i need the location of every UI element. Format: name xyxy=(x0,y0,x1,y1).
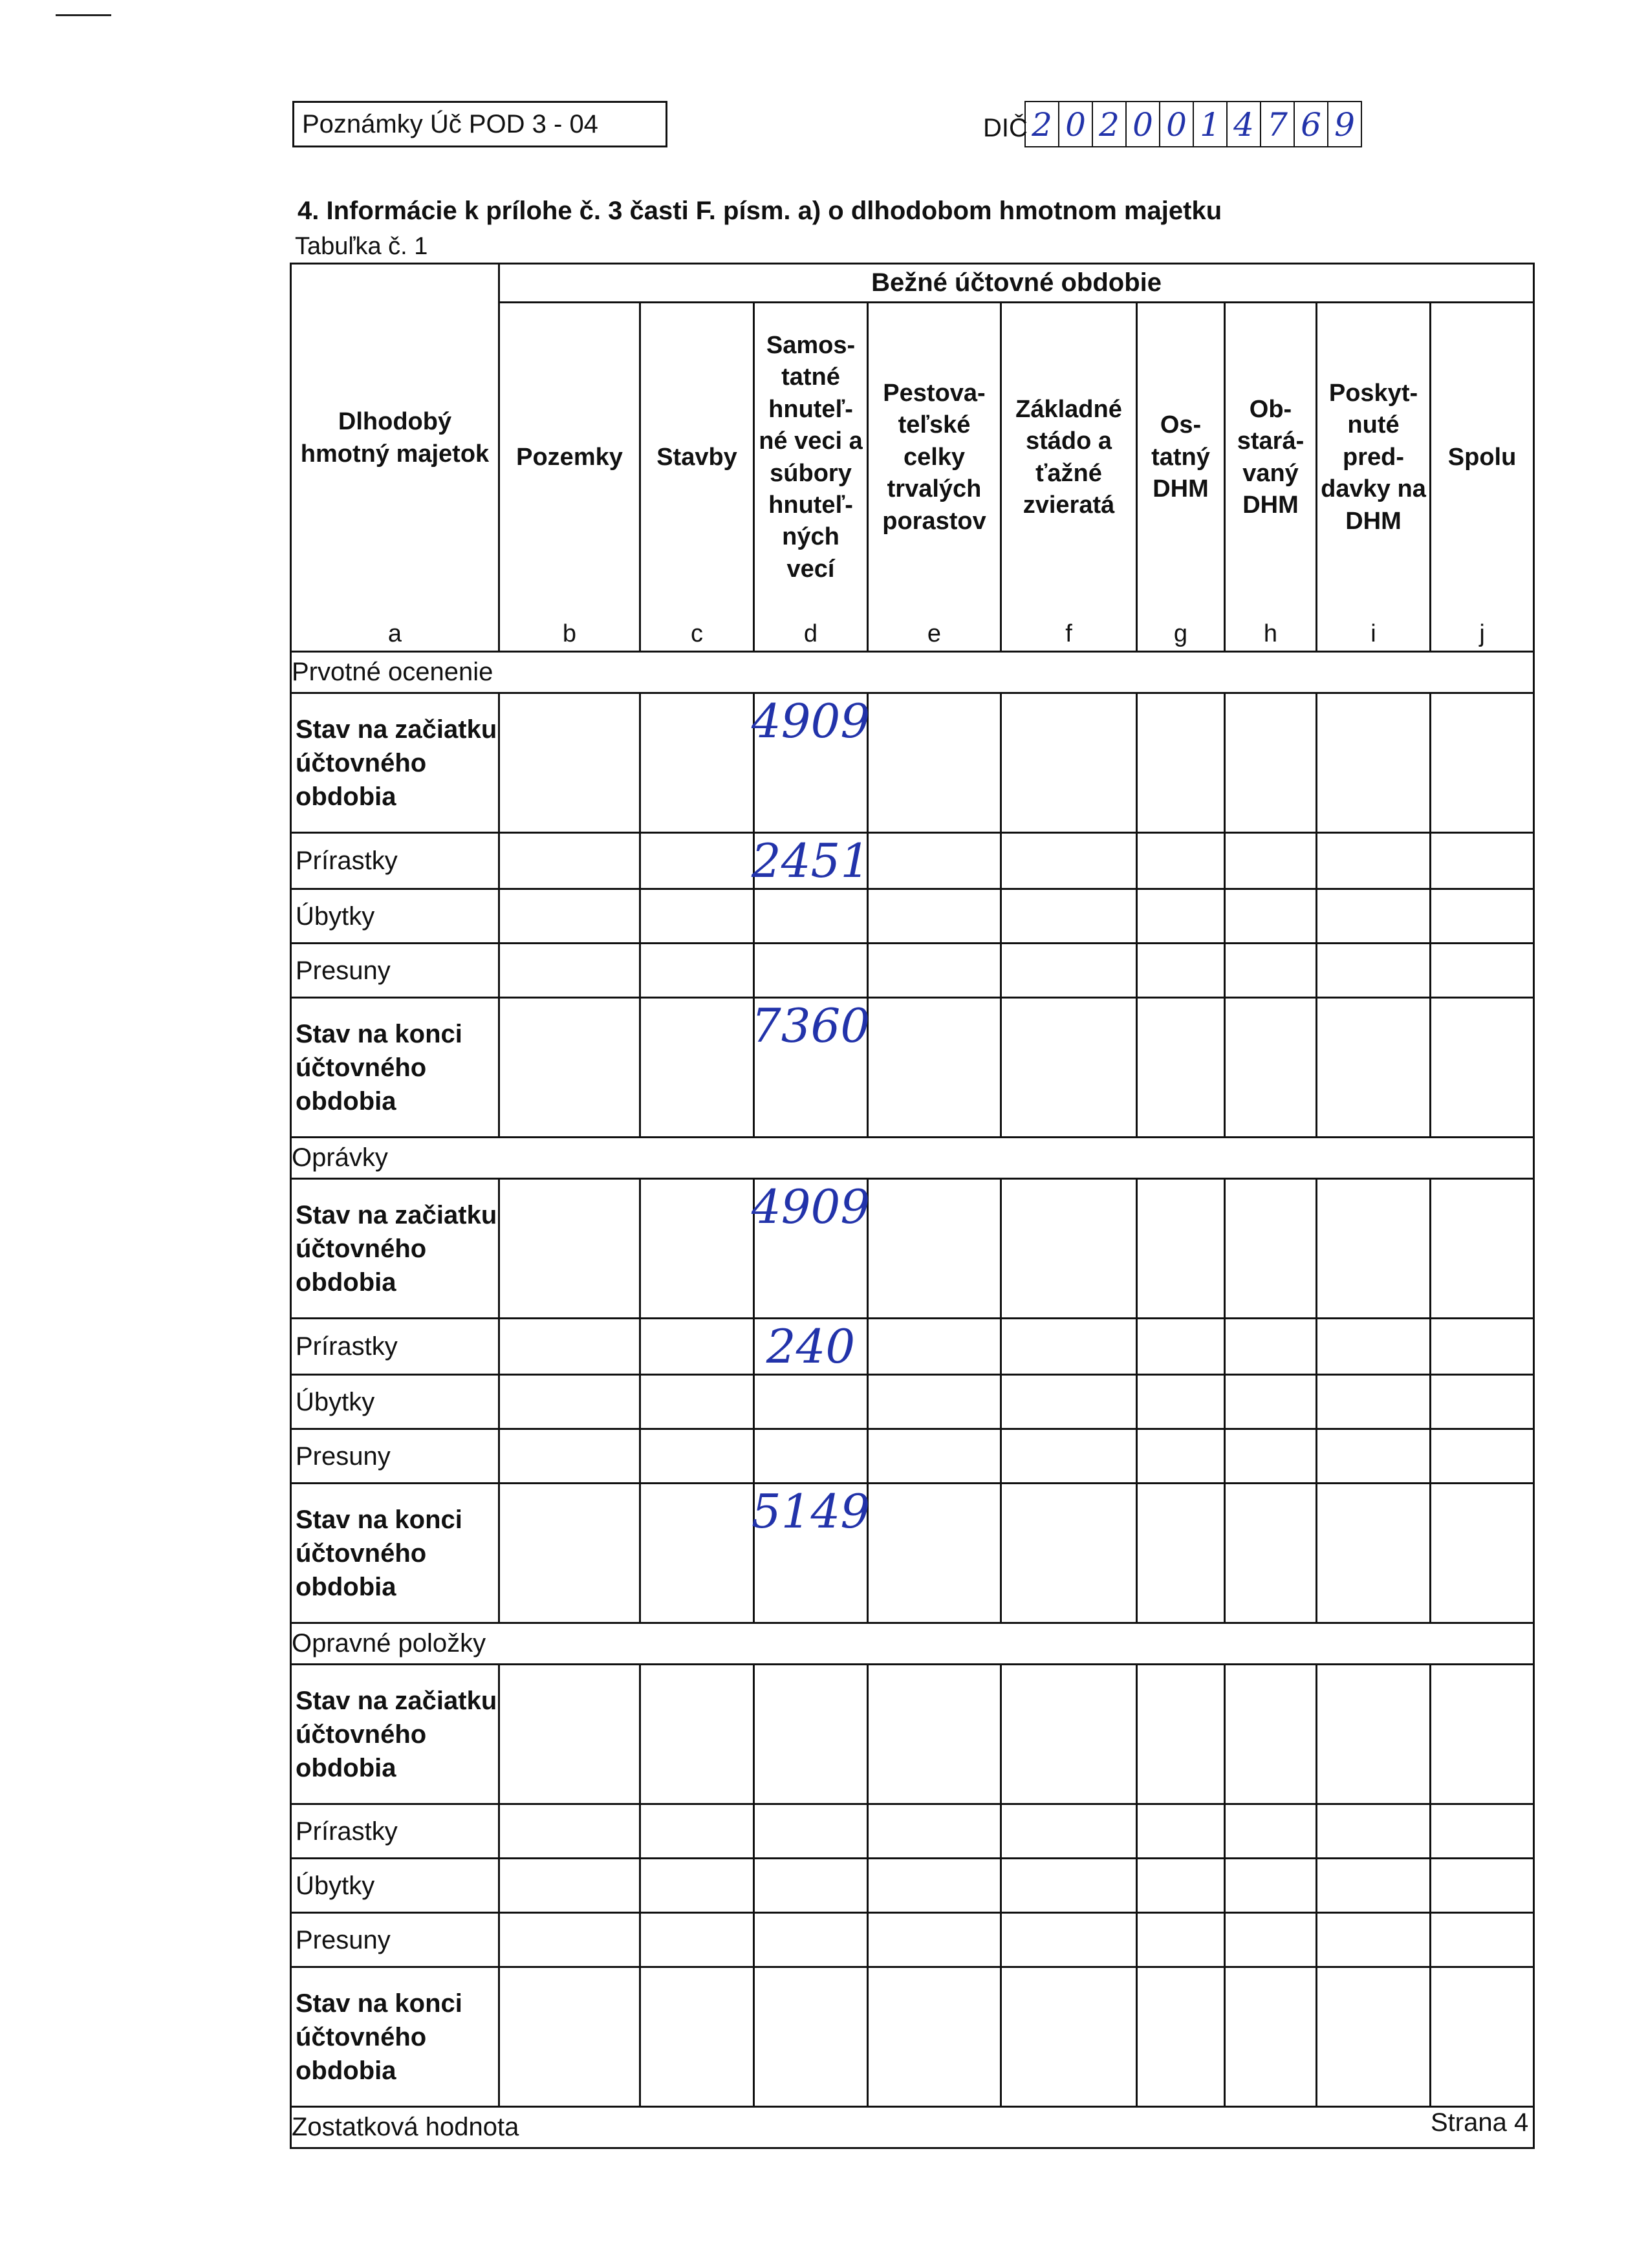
cell-j[interactable] xyxy=(1431,1179,1534,1319)
cell-g[interactable] xyxy=(1137,944,1225,998)
col-header-b: Pozemky b xyxy=(499,303,640,652)
cell-c[interactable] xyxy=(640,1967,754,2107)
cell-d[interactable] xyxy=(754,1375,868,1429)
cell-b[interactable] xyxy=(499,889,640,944)
table-row xyxy=(291,1967,1534,2107)
cell-b[interactable] xyxy=(499,1179,640,1319)
cell-j[interactable] xyxy=(1431,998,1534,1138)
row-label: Presuny xyxy=(291,1913,499,1967)
row-label: Úbytky xyxy=(291,1859,499,1913)
row-label: Presuny xyxy=(291,944,499,998)
table-row xyxy=(291,693,1534,833)
cell-b[interactable] xyxy=(499,1913,640,1967)
cell-h[interactable] xyxy=(1225,1967,1317,2107)
cell-g[interactable] xyxy=(1137,1665,1225,1804)
handwritten-value: 240 xyxy=(766,1319,856,1374)
cell-g[interactable] xyxy=(1137,833,1225,889)
table-row xyxy=(291,889,1534,944)
col-header-d: Samos- tatné hnuteľ- né veci a súbory hnuteľ- ných vecí d xyxy=(754,303,868,652)
cell-d[interactable] xyxy=(751,998,871,1138)
table-row xyxy=(291,833,1534,889)
cell-c[interactable] xyxy=(640,1859,754,1913)
cell-h[interactable] xyxy=(1225,1375,1317,1429)
cell-i[interactable] xyxy=(1317,1804,1431,1859)
cell-i[interactable] xyxy=(1317,944,1431,998)
cell-h[interactable] xyxy=(1225,944,1317,998)
cell-e[interactable] xyxy=(868,1665,1001,1804)
cell-i[interactable] xyxy=(1317,833,1431,889)
cell-c[interactable] xyxy=(640,1319,754,1375)
section-title: 4. Informácie k prílohe č. 3 časti F. písm. a) o dlhodobom hmotnom majetku xyxy=(298,197,1222,225)
cell-d[interactable] xyxy=(751,833,871,889)
cell-e[interactable] xyxy=(868,1179,1001,1319)
cell-j[interactable] xyxy=(1431,1859,1534,1913)
table-label: Tabuľka č. 1 xyxy=(295,233,428,260)
cell-i[interactable] xyxy=(1317,1375,1431,1429)
cell-h[interactable] xyxy=(1225,1179,1317,1319)
cell-h[interactable] xyxy=(1225,1913,1317,1967)
cell-f[interactable] xyxy=(1001,1319,1137,1375)
section-title-row: Zostatková hodnota xyxy=(291,2107,1534,2148)
cell-d[interactable] xyxy=(754,889,868,944)
dic-digit-box: 0 xyxy=(1159,101,1194,147)
cell-b[interactable] xyxy=(499,998,640,1138)
dic-digit-box: 2 xyxy=(1092,101,1127,147)
row-label: Stav na konci účtovného obdobia xyxy=(291,1484,499,1623)
cell-d[interactable] xyxy=(754,1913,868,1967)
table-row xyxy=(291,998,1534,1138)
cell-h[interactable] xyxy=(1225,833,1317,889)
cell-c[interactable] xyxy=(640,1665,754,1804)
row-label: Prírastky xyxy=(291,1804,499,1859)
cell-g[interactable] xyxy=(1137,1967,1225,2107)
cell-i[interactable] xyxy=(1317,1967,1431,2107)
cell-b[interactable] xyxy=(499,1484,640,1623)
col-header-e: Pestova- teľské celky trvalých porastov e xyxy=(868,303,1001,652)
handwritten-value: 4909 xyxy=(751,1180,871,1234)
cell-h[interactable] xyxy=(1225,889,1317,944)
cell-d[interactable] xyxy=(754,1319,868,1375)
cell-f[interactable] xyxy=(1001,944,1137,998)
row-label: Prírastky xyxy=(291,833,499,889)
cell-e[interactable] xyxy=(868,1967,1001,2107)
cell-c[interactable] xyxy=(640,1375,754,1429)
cell-b[interactable] xyxy=(499,1859,640,1913)
cell-i[interactable] xyxy=(1317,1319,1431,1375)
cell-h[interactable] xyxy=(1225,1484,1317,1623)
cell-e[interactable] xyxy=(868,1804,1001,1859)
table-row xyxy=(291,1179,1534,1319)
col-header-a: Dlhodobý hmotný majetok a xyxy=(291,264,499,652)
dic-digit-box: 0 xyxy=(1058,101,1093,147)
row-label: Stav na začiatku účtovného obdobia xyxy=(291,1665,499,1804)
cell-c[interactable] xyxy=(640,833,754,889)
cell-g[interactable] xyxy=(1137,1913,1225,1967)
table-row xyxy=(291,1913,1534,1967)
cell-c[interactable] xyxy=(640,1484,754,1623)
cell-d[interactable] xyxy=(754,1859,868,1913)
cell-e[interactable] xyxy=(868,1375,1001,1429)
handwritten-value: 4909 xyxy=(751,694,871,748)
cell-i[interactable] xyxy=(1317,889,1431,944)
cell-f[interactable] xyxy=(1001,1375,1137,1429)
cell-f[interactable] xyxy=(1001,1665,1137,1804)
cell-j[interactable] xyxy=(1431,944,1534,998)
dic-digit-box: 9 xyxy=(1327,101,1362,147)
col-header-g: Os- tatný DHM g xyxy=(1137,303,1225,652)
dic-label: DIČ xyxy=(983,114,1028,142)
cell-i[interactable] xyxy=(1317,1429,1431,1484)
table-row xyxy=(291,1859,1534,1913)
cell-d[interactable] xyxy=(751,1179,871,1319)
dic-digit-box: 6 xyxy=(1294,101,1328,147)
cell-i[interactable] xyxy=(1317,1913,1431,1967)
cell-h[interactable] xyxy=(1225,998,1317,1138)
dic-digit-box: 1 xyxy=(1193,101,1228,147)
row-label: Stav na konci účtovného obdobia xyxy=(291,1967,499,2107)
cell-h[interactable] xyxy=(1225,1665,1317,1804)
row-label: Úbytky xyxy=(291,1375,499,1429)
cell-b[interactable] xyxy=(499,833,640,889)
cell-c[interactable] xyxy=(640,1913,754,1967)
table-row xyxy=(291,1319,1534,1375)
cell-f[interactable] xyxy=(1001,1179,1137,1319)
cell-h[interactable] xyxy=(1225,1319,1317,1375)
cell-j[interactable] xyxy=(1431,1375,1534,1429)
cell-c[interactable] xyxy=(640,693,754,833)
row-label: Presuny xyxy=(291,1429,499,1484)
row-label: Úbytky xyxy=(291,889,499,944)
cell-g[interactable] xyxy=(1137,1804,1225,1859)
cell-h[interactable] xyxy=(1225,1804,1317,1859)
cell-f[interactable] xyxy=(1001,693,1137,833)
cell-b[interactable] xyxy=(499,1804,640,1859)
cell-e[interactable] xyxy=(868,833,1001,889)
row-label: Prírastky xyxy=(291,1319,499,1375)
cell-d[interactable] xyxy=(751,693,871,833)
dic-boxes xyxy=(1024,101,1362,147)
cell-c[interactable] xyxy=(640,1179,754,1319)
dic-digit-box: 0 xyxy=(1125,101,1160,147)
cell-f[interactable] xyxy=(1001,1804,1137,1859)
cell-d[interactable] xyxy=(754,1804,868,1859)
cell-e[interactable] xyxy=(868,1913,1001,1967)
cell-g[interactable] xyxy=(1137,1319,1225,1375)
cell-f[interactable] xyxy=(1001,889,1137,944)
cell-c[interactable] xyxy=(640,998,754,1138)
cell-j[interactable] xyxy=(1431,1319,1534,1375)
cell-h[interactable] xyxy=(1225,693,1317,833)
row-label: Stav na konci účtovného obdobia xyxy=(291,998,499,1138)
cell-f[interactable] xyxy=(1001,1484,1137,1623)
table-row xyxy=(291,1484,1534,1623)
row-label: Stav na začiatku účtovného obdobia xyxy=(291,693,499,833)
cell-g[interactable] xyxy=(1137,1484,1225,1623)
cell-b[interactable] xyxy=(499,1375,640,1429)
cell-i[interactable] xyxy=(1317,1665,1431,1804)
cell-j[interactable] xyxy=(1431,1804,1534,1859)
cell-i[interactable] xyxy=(1317,1484,1431,1623)
cell-b[interactable] xyxy=(499,944,640,998)
cell-j[interactable] xyxy=(1431,1429,1534,1484)
cell-e[interactable] xyxy=(868,1429,1001,1484)
cell-g[interactable] xyxy=(1137,1375,1225,1429)
cell-e[interactable] xyxy=(868,998,1001,1138)
cell-j[interactable] xyxy=(1431,693,1534,833)
cell-i[interactable] xyxy=(1317,693,1431,833)
scan-mark xyxy=(56,14,111,16)
section-title-row: Oprávky xyxy=(291,1138,1534,1179)
cell-f[interactable] xyxy=(1001,1967,1137,2107)
cell-j[interactable] xyxy=(1431,1967,1534,2107)
cell-i[interactable] xyxy=(1317,998,1431,1138)
row-label: Stav na začiatku účtovného obdobia xyxy=(291,1179,499,1319)
table-row xyxy=(291,1375,1534,1429)
cell-g[interactable] xyxy=(1137,889,1225,944)
cell-g[interactable] xyxy=(1137,998,1225,1138)
cell-d[interactable] xyxy=(754,1967,868,2107)
form-title: Poznámky Úč POD 3 - 04 xyxy=(292,101,667,147)
cell-j[interactable] xyxy=(1431,889,1534,944)
cell-e[interactable] xyxy=(868,693,1001,833)
cell-f[interactable] xyxy=(1001,1859,1137,1913)
table-row xyxy=(291,944,1534,998)
cell-d[interactable] xyxy=(754,1665,868,1804)
page-number: Strana 4 xyxy=(1431,2108,1529,2137)
cell-i[interactable] xyxy=(1317,1179,1431,1319)
cell-i[interactable] xyxy=(1317,1859,1431,1913)
cell-j[interactable] xyxy=(1431,1913,1534,1967)
cell-c[interactable] xyxy=(640,944,754,998)
col-header-c: Stavby c xyxy=(640,303,754,652)
table-row xyxy=(291,1429,1534,1484)
cell-b[interactable] xyxy=(499,693,640,833)
handwritten-value: 2451 xyxy=(751,834,871,888)
cell-h[interactable] xyxy=(1225,1429,1317,1484)
handwritten-value: 7360 xyxy=(751,999,871,1053)
cell-b[interactable] xyxy=(499,1967,640,2107)
cell-b[interactable] xyxy=(499,1429,640,1484)
col-header-h: Ob- stará- vaný DHM h xyxy=(1225,303,1317,652)
cell-e[interactable] xyxy=(868,889,1001,944)
cell-d[interactable] xyxy=(751,1484,871,1623)
cell-c[interactable] xyxy=(640,1429,754,1484)
cell-g[interactable] xyxy=(1137,1179,1225,1319)
cell-c[interactable] xyxy=(640,1804,754,1859)
cell-d[interactable] xyxy=(754,944,868,998)
cell-b[interactable] xyxy=(499,1665,640,1804)
cell-f[interactable] xyxy=(1001,998,1137,1138)
cell-g[interactable] xyxy=(1137,693,1225,833)
cell-e[interactable] xyxy=(868,1319,1001,1375)
cell-g[interactable] xyxy=(1137,1429,1225,1484)
cell-e[interactable] xyxy=(868,1859,1001,1913)
cell-j[interactable] xyxy=(1431,1665,1534,1804)
table-row xyxy=(291,1804,1534,1859)
col-header-j: Spolu j xyxy=(1431,303,1534,652)
period-header: Bežné účtovné obdobie xyxy=(499,264,1534,303)
col-header-i: Poskyt- nuté pred- davky na DHM i xyxy=(1317,303,1431,652)
table-row xyxy=(291,1665,1534,1804)
cell-d[interactable] xyxy=(754,1429,868,1484)
section-title-row: Prvotné ocenenie xyxy=(291,652,1534,693)
fixed-assets-table xyxy=(290,263,1535,2149)
cell-e[interactable] xyxy=(868,944,1001,998)
cell-f[interactable] xyxy=(1001,833,1137,889)
cell-b[interactable] xyxy=(499,1319,640,1375)
cell-h[interactable] xyxy=(1225,1859,1317,1913)
cell-j[interactable] xyxy=(1431,833,1534,889)
section-title-row: Opravné položky xyxy=(291,1623,1534,1665)
handwritten-value: 5149 xyxy=(751,1484,871,1539)
dic-digit-box: 2 xyxy=(1024,101,1059,147)
col-header-f: Základné stádo a ťažné zvieratá f xyxy=(1001,303,1137,652)
cell-f[interactable] xyxy=(1001,1913,1137,1967)
cell-c[interactable] xyxy=(640,889,754,944)
cell-j[interactable] xyxy=(1431,1484,1534,1623)
cell-g[interactable] xyxy=(1137,1859,1225,1913)
cell-e[interactable] xyxy=(868,1484,1001,1623)
cell-f[interactable] xyxy=(1001,1429,1137,1484)
dic-digit-box: 7 xyxy=(1260,101,1295,147)
dic-digit-box: 4 xyxy=(1226,101,1261,147)
